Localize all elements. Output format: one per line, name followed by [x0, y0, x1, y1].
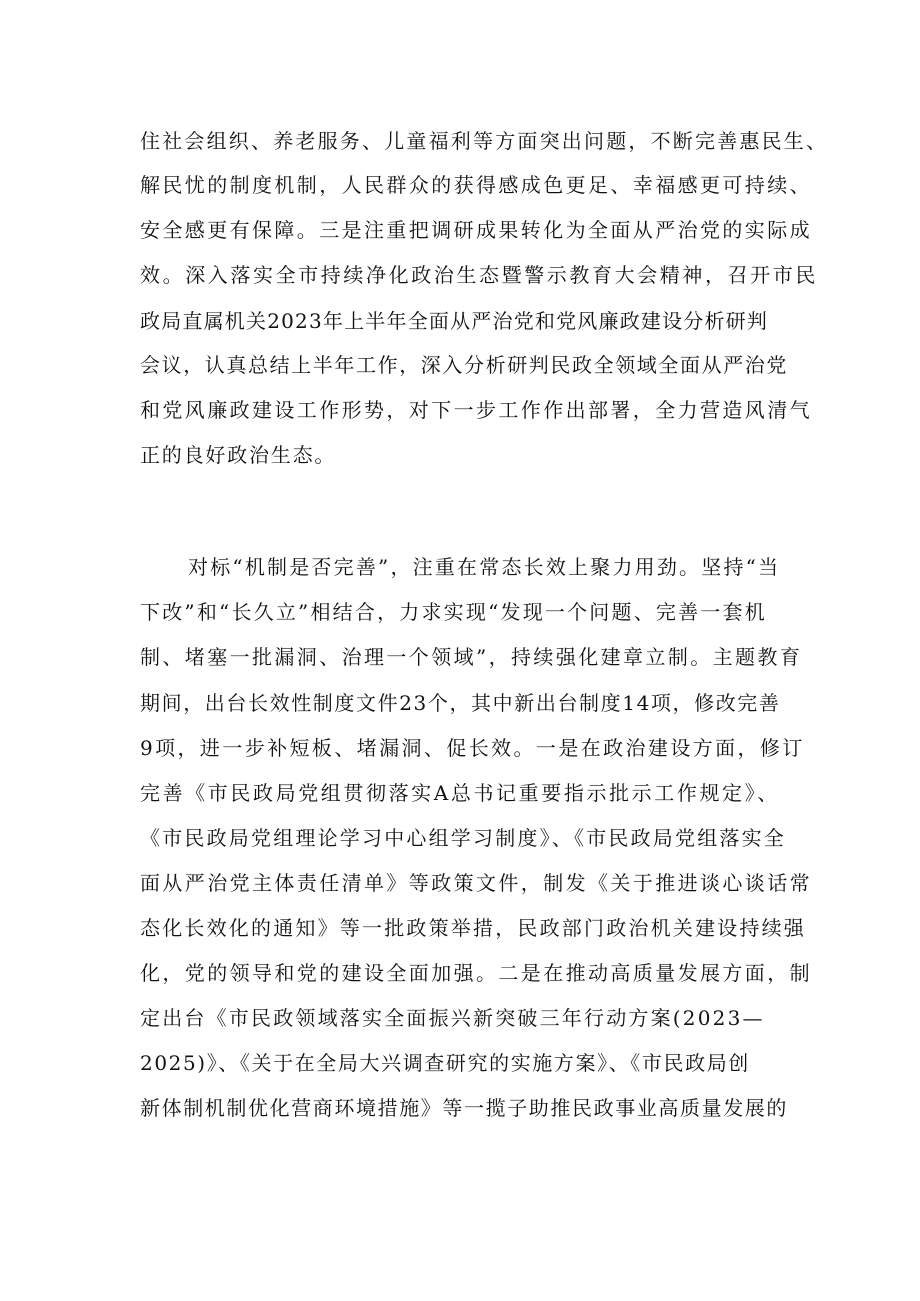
text-line: 效。深入落实全市持续净化政治生态暨警示教育大会精神，召开市民	[140, 263, 818, 287]
text-line: 完善《市民政局党组贯彻落实A总书记重要指示批示工作规定》、	[140, 781, 780, 805]
text-line: 正的良好政治生态。	[140, 443, 337, 467]
text-line: 解民忧的制度机制，人民群众的获得感成色更足、幸福感更可持续、	[140, 173, 812, 197]
text-line: 住社会组织、养老服务、儿童福利等方面突出问题，不断完善惠民生、	[140, 129, 829, 153]
text-line: 对标“机制是否完善”，注重在常态长效上聚力用劲。坚持“当	[188, 555, 781, 579]
text-line: 2025)》、《关于在全局大兴调查研究的实施方案》、《市民政局创	[140, 1051, 750, 1075]
text-line: 《市民政局党组理论学习中心组学习制度》、《市民政局党组落实全	[140, 826, 786, 850]
text-line: 和党风廉政建设工作形势，对下一步工作作出部署，全力营造风清气	[140, 398, 812, 422]
text-line: 期间，出台长效性制度文件23个，其中新出台制度14项，修改完善	[140, 691, 781, 715]
text-line: 9项，进一步补短板、堵漏洞、促长效。一是在政治建设方面，修订	[140, 736, 805, 760]
text-line: 会议，认真总结上半年工作，深入分析研判民政全领域全面从严治党	[140, 353, 788, 377]
text-line: 化，党的领导和党的建设全面加强。二是在推动高质量发展方面，制	[140, 961, 812, 985]
text-line: 制、堵塞一批漏洞、治理一个领域”，持续强化建章立制。主题教育	[140, 645, 803, 669]
text-line: 面从严治党主体责任清单》等政策文件，制发《关于推进谈心谈话常	[140, 871, 812, 895]
text-line: 下改”和“长久立”相结合，力求实现“发现一个问题、完善一套机	[140, 600, 767, 624]
text-line: 政局直属机关2023年上半年全面从严治党和党风廉政建设分析研判	[140, 309, 769, 333]
text-line: 新体制机制优化营商环境措施》等一揽子助推民政事业高质量发展的	[140, 1096, 788, 1120]
text-line: 定出台《市民政领域落实全面振兴新突破三年行动方案(2023—	[140, 1006, 765, 1030]
text-line: 安全感更有保障。三是注重把调研成果转化为全面从严治党的实际成	[140, 218, 812, 242]
text-line: 态化长效化的通知》等一批政策举措，民政部门政治机关建设持续强	[140, 916, 806, 940]
